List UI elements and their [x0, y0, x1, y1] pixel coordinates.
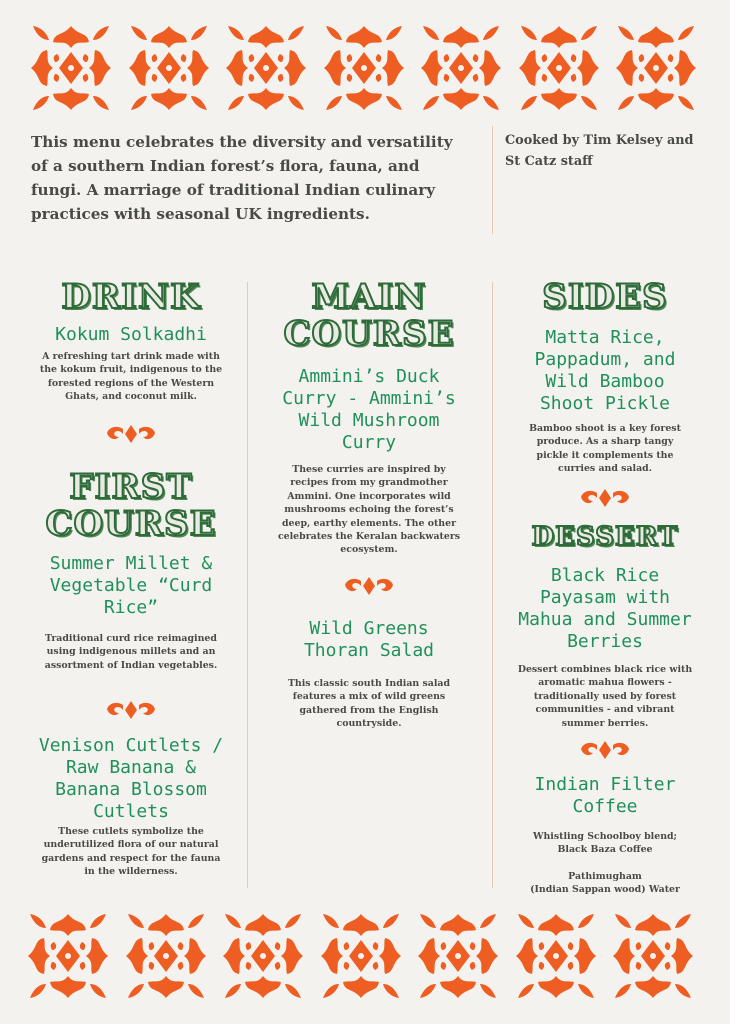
main-course-heading: MAIN	[311, 277, 427, 317]
ornamental-tile-icon	[611, 906, 695, 1006]
dish-name: Kokum Solkadhi	[55, 324, 207, 345]
dish-description: A refreshing tart drink made with the kokum fruit, indigenous to the forested regions of the Western Ghats, and coconut milk.	[39, 351, 223, 403]
coffee-detail: Black Baza Coffee	[557, 844, 653, 856]
left-column	[22, 277, 240, 890]
dish-name: Matta Rice, Pappadum, and Wild Bamboo Shoot Pickle	[534, 327, 676, 414]
dish-name: Venison Cutlets / Raw Banana & Banana Blossom Cutlets	[38, 735, 224, 822]
ornamental-tile-icon	[416, 906, 500, 1006]
ornamental-tile-icon	[221, 906, 305, 1006]
chef-credit: Cooked by Tim Kelsey and St Catz staff	[505, 133, 694, 169]
dish-description: This classic south Indian salad features a mix of wild greens gathered from the English countryside.	[287, 678, 451, 730]
ornamental-tile-icon	[124, 906, 208, 1006]
dish-name: Ammini’s Duck Curry - Ammini’s Wild Mushroom Curry	[282, 366, 456, 453]
divider-line	[492, 126, 493, 234]
coffee-detail: Whistling Schoolboy blend;	[532, 831, 678, 842]
dish-name: Wild Greens Thoran Salad	[303, 618, 435, 661]
scroll-ornament-icon	[103, 423, 159, 445]
dish-description: These cutlets symbolize the underutilized flora of our natural gardens and respect for the fauna in the wilderness.	[41, 826, 221, 878]
ornamental-tile-icon	[322, 22, 406, 114]
scroll-ornament-icon	[577, 739, 633, 761]
ornamental-tile-icon	[29, 22, 113, 114]
divider-line	[492, 282, 493, 888]
scroll-ornament-icon	[577, 487, 633, 509]
ornamental-tile-icon	[26, 906, 110, 1006]
ornamental-tile-icon	[514, 906, 598, 1006]
bottom-tile-border	[0, 906, 730, 1006]
ornamental-tile-icon	[319, 906, 403, 1006]
ornamental-tile-icon	[224, 22, 308, 114]
middle-column	[258, 277, 480, 890]
ornamental-tile-icon	[419, 22, 503, 114]
first-course-heading: FIRST	[69, 467, 193, 507]
main-course-heading: COURSE	[283, 314, 455, 354]
ornamental-tile-icon	[614, 22, 698, 114]
ornamental-tile-icon	[517, 22, 601, 114]
dish-description: Dessert combines black rice with aromatic mahua flowers - traditionally used by forest communities - and vibrant summer berries.	[517, 664, 693, 729]
dish-description: Traditional curd rice reimagined using indigenous millets and an assortment of Indian vegetables.	[44, 633, 218, 671]
sides-heading: SIDES	[542, 277, 668, 317]
dish-description: These curries are inspired by recipes from my grandmother Ammini. One incorporates wild mushrooms echoing the forest’s deep, earthy elements. The other celebrates the Keralan backwaters ecosystem.	[277, 464, 461, 556]
dish-description: Bamboo shoot is a key forest produce. As a sharp tangy pickle it complements the curries and salad.	[529, 423, 681, 475]
water-detail: (Indian Sappan wood) Water	[530, 884, 680, 896]
first-course-heading: COURSE	[45, 504, 217, 544]
right-column	[502, 277, 708, 896]
dish-name: Summer Millet & Vegetable “Curd Rice”	[49, 553, 213, 618]
dessert-heading: DESSERT	[531, 522, 679, 552]
dish-name: Indian Filter Coffee	[534, 774, 676, 817]
water-detail: Pathimugham	[568, 871, 642, 882]
top-tile-border	[0, 22, 730, 114]
drink-heading: DRINK	[61, 277, 201, 317]
menu-intro: This menu celebrates the diversity and versatility of a southern Indian forest’s flora, fauna, and fungi. A marriage of traditional Indian culinary practices with seasonal UK ingredients.	[31, 133, 453, 223]
divider-line	[247, 282, 248, 888]
dish-name: Black Rice Payasam with Mahua and Summer Berries	[518, 565, 692, 652]
ornamental-tile-icon	[127, 22, 211, 114]
scroll-ornament-icon	[341, 575, 397, 597]
scroll-ornament-icon	[103, 699, 159, 721]
